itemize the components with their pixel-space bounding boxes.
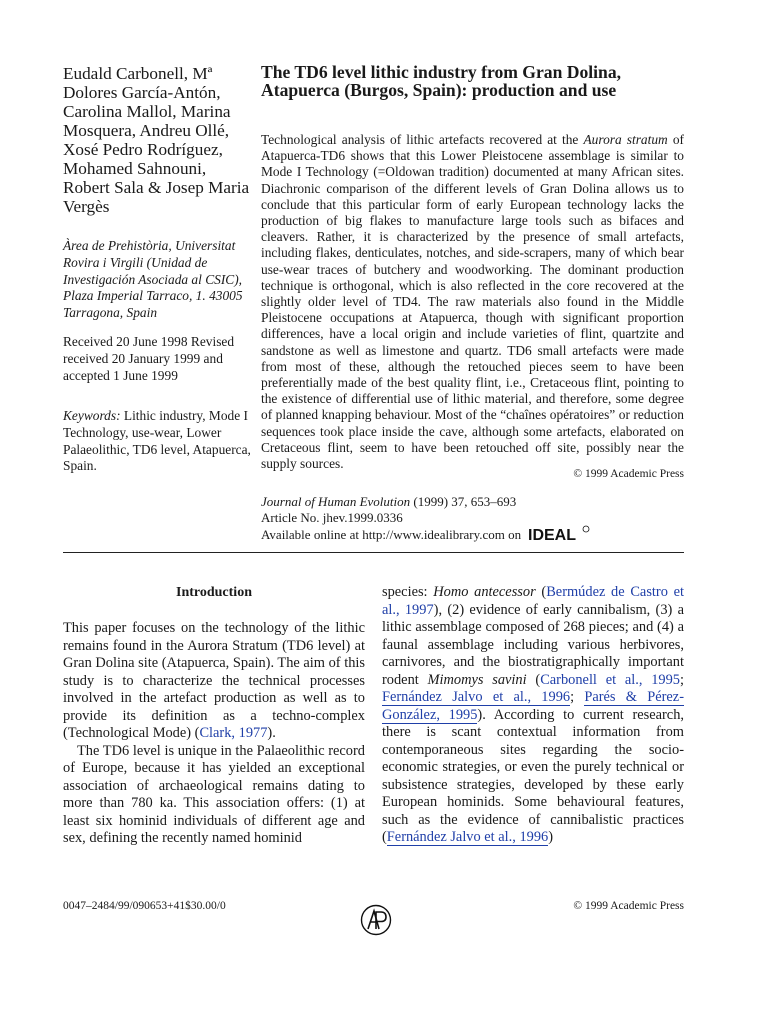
body-left-column — [63, 620, 365, 848]
ref-fernandez-2-link[interactable]: Fernández Jalvo et al., 1996 — [386, 829, 549, 845]
section-divider — [63, 552, 684, 553]
ref-clark-link[interactable]: Clark, 1977 — [199, 725, 268, 741]
received-dates: Received 20 June 1998 Revised received 20 January 1999 and accepted 1 June 1999 — [63, 334, 235, 383]
affiliation: Àrea de Prehistòria, Universitat Rovira i Virgili (Unidad de Investigación Asociada al CSIC), Plaza Imperial Tarraco, 1. 43005 Tarragona, Spain — [63, 238, 243, 321]
abstract-copyright: © 1999 Academic Press — [573, 468, 684, 480]
ref-pares-link[interactable]: Parés & Pérez-González, 1995 — [382, 689, 684, 723]
journal-volume: (1999) 37, 653–693 — [410, 494, 517, 509]
right-text-8: ) — [548, 829, 554, 845]
right-text-7: ). According to current research, there is scant contextual information from contemporaneous sites regarding the socio-economic strategies, or even the purely technical or subsistence strategies, developed by these early European hominids. Some behavioural features, such as the evidence of cannibalistic practices ( — [382, 706, 684, 845]
rodent-name: Mimomys savini — [427, 671, 527, 688]
left-text-2: ). — [267, 725, 276, 741]
keywords — [63, 408, 253, 475]
available-online: Available online at http://www.idealibrary.com on — [261, 527, 522, 542]
right-text-5: ; — [679, 671, 684, 688]
keywords-label: Keywords: — [63, 408, 121, 423]
right-text-6: ; — [570, 689, 585, 705]
journal-info — [261, 494, 691, 543]
ideal-logo-icon — [528, 525, 590, 543]
keywords-text: Lithic industry, Mode I Technology, use-wear, Lower Palaeolithic, TD6 level, Atapuerca, Spain. — [63, 408, 251, 474]
abstract — [261, 132, 684, 472]
journal-name: Journal of Human Evolution — [261, 494, 411, 509]
right-text-3: ), (2) evidence of early cannibalism, (3) a lithic assemblage composed of 268 pieces; and (4) a faunal assemblage including various herbivores, carnivores, and the biostratigraphically important rodent — [382, 601, 684, 688]
ref-carbonell-link[interactable]: Carbonell et al., 1995 — [540, 671, 680, 688]
paper-title: The TD6 level lithic industry from Gran Dolina, Atapuerca (Burgos, Spain): production and use — [261, 62, 622, 100]
left-text-1: This paper focuses on the technology of the lithic remains found in the Aurora Stratum (TD6 level) at Gran Dolina site (Atapuerca, Spain). The aim of this study is to characterize the technical processes involved in the artefact production as well as to provide its definition as a techno-complex (Technological Mode) ( — [63, 620, 365, 741]
right-text-4: ( — [526, 671, 541, 688]
right-text-1: species: — [382, 584, 434, 600]
ref-fernandez-link[interactable]: Fernández Jalvo et al., 1996 — [382, 689, 571, 705]
species-name: Homo antecessor — [433, 584, 536, 600]
abstract-text-1: Technological analysis of lithic artefacts recovered at the — [261, 132, 584, 147]
academic-press-logo-icon — [360, 904, 392, 936]
right-text-2: ( — [535, 584, 547, 600]
left-paragraph-2: The TD6 level is unique in the Palaeolithic record of Europe, because it has yielded an exceptional association of archaeological remains dating to more than 780 ka. This association offers: (1) at least six hominid individuals of different age and sex, defining the recently named hominid — [63, 742, 365, 846]
body-right-column — [382, 584, 684, 847]
ref-bermudez-link[interactable]: Bermúdez de Castro et al., 1997 — [382, 584, 684, 618]
footer-code: 0047–2484/99/090653+41$30.00/0 — [63, 900, 226, 912]
ideal-logo-text: IDEAL — [528, 527, 577, 543]
intro-heading: Introduction — [176, 585, 252, 600]
abstract-text-2: of Atapuerca-TD6 shows that this Lower Pleistocene assemblage is similar to Mode I Technology (=Oldowan tradition) documented at many African sites. Diachronic comparison of the different levels of Gran Dolina allows us to conclude that this particular form of early European technology lacks the production of big flakes to manufacture large tools such as bifaces and cleavers. Rather, it is characterized by the presence of small artefacts, including flakes, denticulates, notches, and side-scrapers, many of which bear use-wear traces of butchery and woodworking. The dominant production technique is orthogonal, which is also reflected in the core recovered at the slightly older level of TD4. The raw materials also found in the Middle Pleistocene occupations at Atapuerca, though with significant proportion differences, have a local origin and include varieties of flint, quartzite and sandstone as well as limestone and quartz. TD6 small artefacts were made from most of these, although the retouched pieces seem to have been preferentially made of the best quality flint, i.e., Cretaceous flint, pointing to the existence of differential use of lithic material, and therefore, some degree of planned knapping behaviour. Most of the “chaînes opératoires” or reduction sequences took place inside the cave, although some artefacts, elaborated on Cretaceous flint, seem to have been retouched off site, possibly near the supply sources. — [261, 132, 684, 472]
article-number: Article No. jhev.1999.0336 — [261, 509, 403, 525]
footer-copyright: © 1999 Academic Press — [573, 900, 684, 912]
abstract-aurora: Aurora stratum — [583, 132, 668, 147]
authors: Eudald Carbonell, Mª Dolores García-Antón, Carolina Mallol, Marina Mosquera, Andreu Ollé, Xosé Pedro Rodríguez, Mohamed Sahnouni, Robert Sala & Josep Maria Vergès — [63, 64, 250, 216]
